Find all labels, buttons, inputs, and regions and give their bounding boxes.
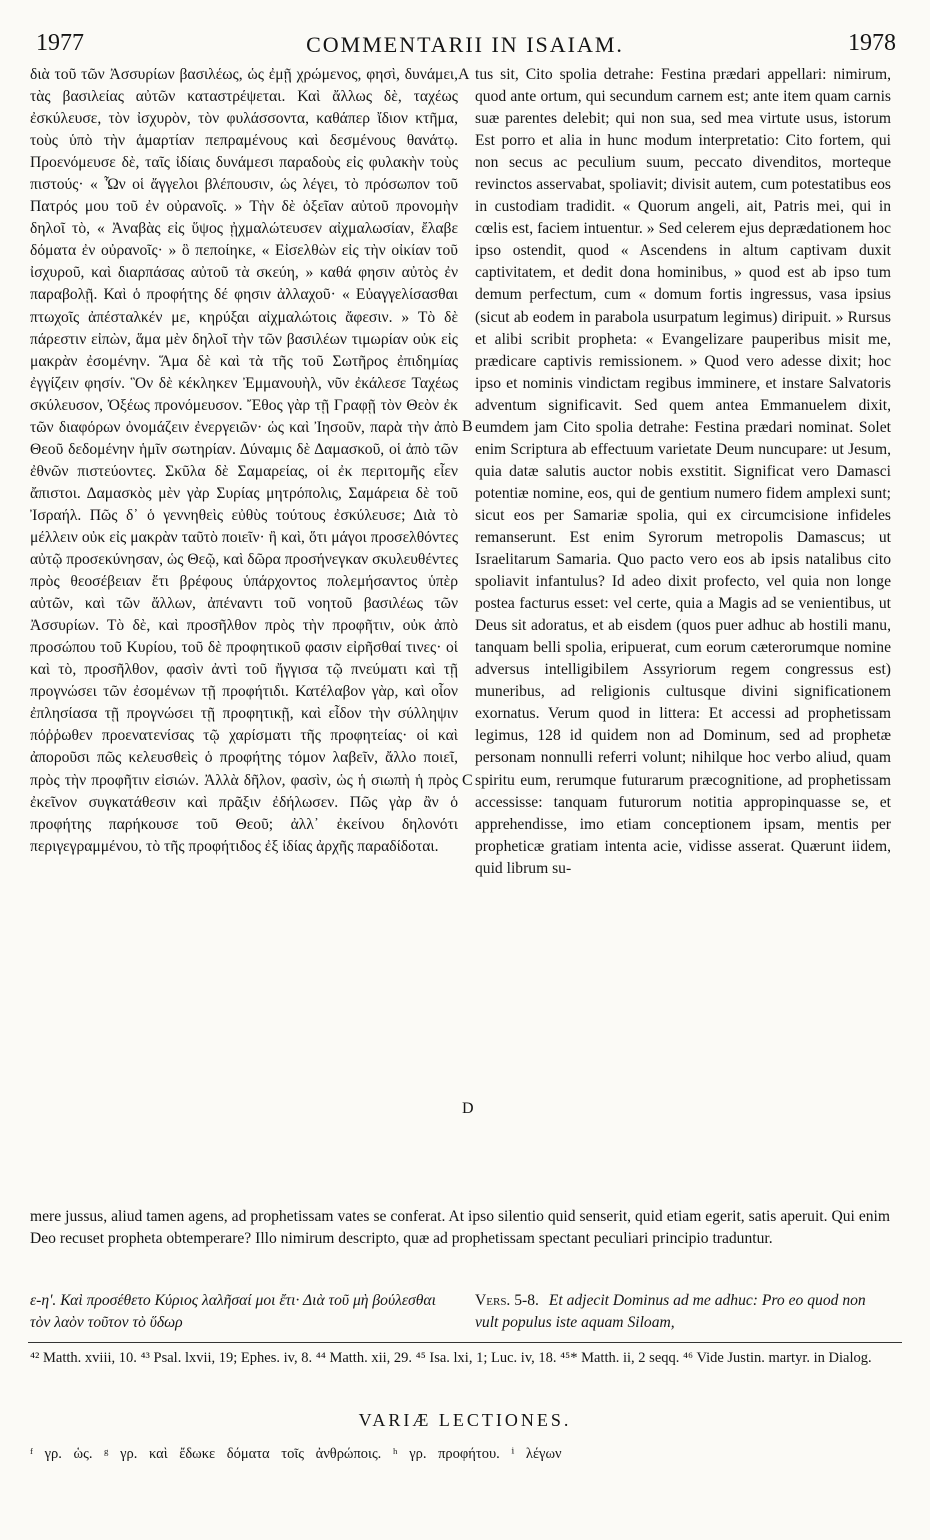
verse-greek-text: Καὶ προσέθετο Κύριος λαλῆσαί μοι ἔτι· Διὰ τοῦ μὴ βούλεσθαι τὸν λαὸν τοῦτον τὸ ὕδωρ: [30, 1292, 436, 1331]
verse-greek: [30, 1290, 460, 1334]
page-number-right: 1978: [848, 30, 896, 56]
page-number-left: 1977: [36, 30, 84, 56]
margin-marker-c: C: [462, 772, 473, 789]
running-title: COMMENTARII IN ISAIAM.: [306, 32, 624, 57]
greek-column: [30, 64, 458, 858]
verse-latin: [475, 1290, 891, 1334]
variae-lectiones-title: VARIÆ LECTIONES.: [358, 1410, 572, 1430]
margin-marker-d: D: [462, 1100, 474, 1117]
margin-marker-b: B: [462, 418, 473, 435]
verse-latin-text: Et adjecit Dominus ad me adhuc: Pro eo quod non vult populus iste aquam Siloam,: [475, 1292, 866, 1331]
latin-column: [475, 64, 891, 880]
margin-marker-a: A: [458, 66, 470, 83]
running-header: [28, 30, 902, 62]
verse-latin-number: Vers. 5-8.: [475, 1292, 539, 1309]
footnote-rule: [28, 1342, 902, 1343]
full-width-paragraph: [30, 1206, 890, 1250]
latin-text: tus sit, Cito spolia detrahe: Festina prædari appellari: nimirum, quod ante ortum, qui secundum carnem est; ante item quam carnis suæ parentes delebit; qui non sua, sed mea virtute usus, istorum Est porro et alia in hunc modum interpretatio: Cito fortem, qui non secus ac peculium suum, peccato divenditos, morteque revinctos asservabat, spoliavit; divisit autem, cum potestatibus eos in custodiam tradidit. « Quorum angeli, ait, Patris mei, qui in cœlis est, faciem intuentur. » Sed celerem ejus deprædationem hoc ipso ostendit, quod « Ascendens in altum captivam duxit captivitatem, et dedit dona hominibus, » quod est ab ipso tum demum perfectum, cum « domum fortis ingressus, vasa ipsius (sicut ab eodem in parabola usurpatum legimus) diripuit. » Rursus et alibi scribit propheta: « Evangelizare pauperibus misit me, prædicare captivis remissionem. » Quod vero adesse dixit; hoc ipso et nominis vindictam regibus imminere, et instare Salvatoris adventum significavit. Sed quem antea Emmanuelem dixit, eumdem jam Cito spolia detrahe: Festina prædari nominat. Solet enim Scriptura ab effectuum varietate Deum nuncupare: ut Jesum, quia datæ salutis auctor nobis exstitit. Significat vero Damasci potentiæ nomine, eos, qui de gentium numero fidem amplexi sunt; sicut eos per Samariæ spolia, qui ex circumcisione infideles remanserunt. Est enim Syrorum metropolis Damascus; ut Israelitarum Samaria. Quo pacto vero eos ab ipsis natalibus cito spoliavit infantulus? Id adeo dixit profecto, vel quia non longe postea facturus esset: vel certe, quia a Magis ad se venientibus, ut Deus sit adoratus, et ab eisdem (quos puer adhuc ab hostili manu, tanquam belli spolia, eripuerat, cum eorum cæterorumque nomine adversus intelligibilem Assyriorum regem congressus est) muneribus, ad religionis cultusque divini significationem exornatus. Verum quod in littera: Et accessi ad prophetissam legimus, 128 id quidem non ad Dominum, sed ad prophetæ personam nonnulli referri volunt; nihilque hoc verbo aliud, quam spiritu eum, rerumque futurarum præcognitione, ad prophetissam accessisse: tanquam futurorum notitia appropinquasse se, et apprehendisse, imo etiam conceptionem ipsam, mentis per propheticæ gratiam intenta acie, vidisse asserat. Quærunt iidem, quid librum su-: [475, 66, 891, 877]
footnotes: ⁴² Matth. xviii, 10. ⁴³ Psal. lxvii, 19; Ephes. iv, 8. ⁴⁴ Matth. xii, 29. ⁴⁵ Isa. lxi, 1; Luc. iv, 18. ⁴⁵* Matth. ii, 2 seqq. ⁴⁶ Vide Justin. martyr. in Dialog.: [30, 1350, 872, 1366]
full-width-text: mere jussus, aliud tamen agens, ad prophetissam vates se conferat. At ipso silentio quid senserit, quid etiam egerit, satis aperuit. Qui enim Deo recuset propheta obtemperare? Illo nimirum descripto, quæ ad prophetissam spectant peculiari principio traduntur.: [30, 1208, 890, 1247]
greek-text: διὰ τοῦ τῶν Ἀσσυρίων βασιλέως, ὡς ἐμῇ χρώμενος, φησὶ, δυνάμει, τὰς βασιλείας αὐτῶν καταστρέψεται. Καὶ ἄλλως δὲ, ταχέως ἐσκύλευσε, τὸν ἰσχυρὸν, τὸν φυλάσσοντα, καθάπερ ἴδιον κτῆμα, τοὺς ὑπὸ τὴν ἁμαρτίαν πεπραμένους καὶ δεσμένους θανάτῳ. Προενόμευσε δὲ, ταῖς ἰδίαις δυνάμεσι παραδοὺς εἰς φυλακὴν τοὺς πιστούς· « Ὧν οἱ ἄγγελοι βλέπουσιν, ὡς λέγει, τὸ πρόσωπον τοῦ Πατρός μου τοῦ ἐν οὐρανοῖς. » Τὴν δὲ ὀξεῖαν αὐτοῦ προνομὴν δηλοῖ τὸ, « Ἀναβὰς εἰς ὕψος ᾐχμαλώτευσεν αἰχμαλωσίαν, ἔλαβε δόματα ἐν οὐρανοῖς· » ὃ πεποίηκε, « Εἰσελθὼν εἰς τὴν οἰκίαν τοῦ ἰσχυροῦ, καὶ διαρπάσας αὐτοῦ τὰ σκεύη, » καθά φησιν αὐτὸς ἐν παραβολῇ. Καὶ ὁ προφήτης δέ φησιν ἀλλαχοῦ· « Εὐαγγελίσασθαι πτωχοῖς ἀπέσταλκέν με, κηρύξαι αἰχμαλώτοις ἄφεσιν. » Τὸ δὲ πάρεστιν εἰπὼν, ἅμα μὲν δηλοῖ τὴν τῶν βασιλέων τιμωρίαν οὐκ εἰς μακρὰν ἐσομένην. Ἅμα δὲ καὶ τὰ τῆς τοῦ Σωτῆρος ἐπιδημίας ἐγγίζειν φησίν. Ὃν δὲ κέκληκεν Ἐμμανουὴλ, νῦν ἐκάλεσε Ταχέως σκύλευσον, Ὀξέως προνόμευσον. Ἔθος γὰρ τῇ Γραφῇ τὸν Θεὸν ἐκ τῶν διαφόρων ὀνομάζειν ἐνεργειῶν· ὡς καὶ Ἰησοῦν, παρὰ τὴν ἀπὸ Θεοῦ δεδομένην ἡμῖν σωτηρίαν. Δύναμις δὲ Δαμασκοῦ, οἱ ἀπὸ τῶν ἐθνῶν πιστεύοντες. Σκῦλα δὲ Σαμαρείας, οἱ ἐκ περιτομῆς εἶεν ἄπιστοι. Δαμασκὸς μὲν γὰρ Συρίας μητρόπολις, Σαμάρεια δὲ τοῦ Ἰσραήλ. Πῶς δ᾽ ὁ γεννηθεὶς εὐθὺς τούτους ἐσκύλευσε; Διὰ τὸ μέλλειν οὐκ εἰς μακρὰν ταῦτὸ ποιεῖν· ἢ καὶ, ὅτι μάγοι προσελθόντες αὐτῷ προσεκύνησαν, ὡς Θεῷ, καὶ δῶρα προσήνεγκαν σκυλευθέντες πρὸς θεοσέβειαν ἔτι βρέφους ὑπάρχοντος πολεμήσαντος ὑπὲρ αὐτῶν, καὶ τῶν ἄλλων, ἀπέναντι τοῦ νοητοῦ βασιλέως τῶν Ἀσσυρίων. Τὸ δὲ, καὶ προσῆλθον πρὸς τὴν προφῆτιν, οὐκ ἀπὸ προσώπου τοῦ Κυρίου, τοῦ δὲ προφητικοῦ φασιν εἰρῆσθαί τινες· οἱ καὶ τὸ, προσῆλθον, φασὶν ἀντὶ τοῦ ἤγγισα τῷ πνεύματι καὶ τῇ προγνώσει τῶν ἐσομένων τῇ προφήτιδι. Κατέλαβον γὰρ, καὶ οἷον ἐπλησίασα τῇ προγνώσει τῇ προφητικῇ, καὶ εἶδον τὴν σύλληψιν πόῤῥωθεν προενατενίσας τῷ χαρίσματι τῆς προφητείας· οἱ καὶ ἀποροῦσι πῶς κελευσθεὶς ὁ προφήτης τόμον λαβεῖν, ἄλλο ποιεῖ, πρὸς τὴν προφῆτιν εἰσιών. Ἀλλὰ δῆλον, φασὶν, ὡς ἡ σιωπὴ ἡ πρὸς ἐκεῖνον συγκατάθεσιν καὶ πρᾶξιν ἐδήλωσεν. Πῶς γὰρ ἂν ὁ προφήτης παρήκουσε τοῦ Θεοῦ; ἀλλ᾽ ἐκείνου δηλονότι περιγεγραμμένου, τὸ τῆς προφήτιδος ἐξ ἰδίας ἀρχῆς παραδίδοται.: [30, 66, 458, 855]
verse-greek-number: ε-η'.: [30, 1292, 57, 1309]
variae-lectiones: ᶠ γρ. ὡς. ᵍ γρ. καὶ ἔδωκε δόματα τοῖς ἀνθρώποις. ʰ γρ. προφήτου. ⁱ λέγων: [30, 1446, 562, 1462]
